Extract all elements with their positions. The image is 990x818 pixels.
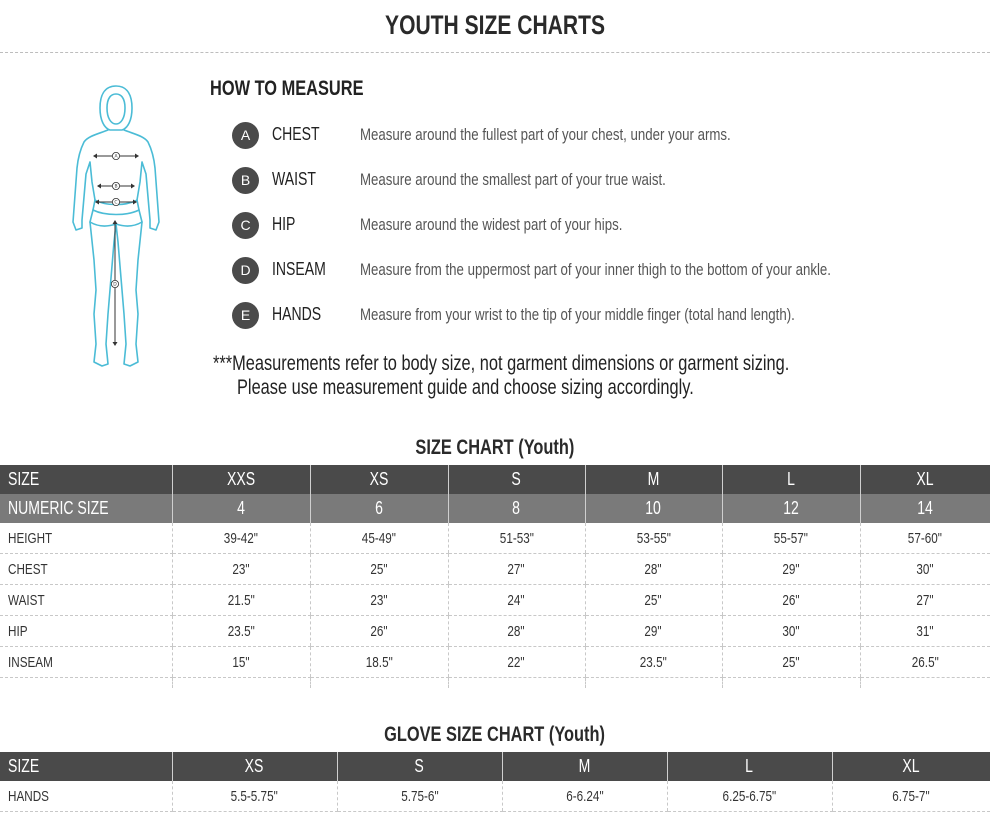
table-row [0,585,990,616]
how-to-measure-heading: HOW TO MEASURE [210,77,364,100]
size-col-header: M [585,465,722,494]
table-cell: 23.5" [585,647,722,678]
glove-col-header: XS [172,752,337,781]
glove-chart-table [0,752,990,812]
table-cell: 29" [585,616,722,647]
numeric-size-cell: 10 [585,494,722,523]
table-row [0,554,990,585]
body-measurement-figure-icon [60,82,172,378]
table-cell: 28" [585,554,722,585]
table-cell: 23" [172,554,310,585]
row-label: WAIST [0,585,172,616]
measurement-note: ***Measurements refer to body size, not garment dimensions or garment sizing. Please use measurement guide and choose sizing accordingly. [213,352,790,399]
table-row [0,781,990,812]
badge-c: C [232,212,259,239]
row-label: HANDS [0,781,172,812]
figure-label-b: B [114,184,118,190]
numeric-size-cell: 4 [172,494,310,523]
table-cell: 23" [310,585,448,616]
badge-a: A [232,122,259,149]
table-cell: 57-60" [860,523,990,554]
size-col-header: XL [860,465,990,494]
row-label: INSEAM [0,647,172,678]
badge-e: E [232,302,259,329]
table-cell: 25" [585,585,722,616]
measure-desc: Measure from the uppermost part of your inner thigh to the bottom of your ankle. [360,260,831,279]
table-cell: 6.25-6.75" [667,781,832,812]
glove-col-header: S [337,752,502,781]
table-cell: 29" [722,554,860,585]
measure-desc: Measure from your wrist to the tip of your middle finger (total hand length). [360,305,795,324]
table-row [0,616,990,647]
numeric-size-cell: 8 [448,494,585,523]
measure-name: CHEST [272,124,320,144]
table-row [0,647,990,678]
numeric-size-cell: 12 [722,494,860,523]
table-cell: 23.5" [172,616,310,647]
numeric-size-cell: 14 [860,494,990,523]
figure-label-d: D [113,282,117,288]
table-cell: 5.5-5.75" [172,781,337,812]
size-col-header: XXS [172,465,310,494]
size-header-row [0,465,990,494]
measure-item-hip [232,212,932,240]
page-title: YOUTH SIZE CHARTS [385,10,605,40]
table-cell: 24" [448,585,585,616]
table-cell: 27" [860,585,990,616]
table-cell: 15" [172,647,310,678]
measure-item-hands [232,302,932,330]
measure-item-chest [232,122,932,150]
table-cell: 26" [722,585,860,616]
table-cell: 27" [448,554,585,585]
size-col-header: S [448,465,585,494]
table-cell: 25" [722,647,860,678]
measure-name: INSEAM [272,259,326,279]
table-row [0,523,990,554]
table-cell: 53-55" [585,523,722,554]
row-label: CHEST [0,554,172,585]
numeric-size-cell: 6 [310,494,448,523]
table-cell: 22" [448,647,585,678]
table-cell: 28" [448,616,585,647]
size-chart-table [0,465,990,688]
measure-name: HIP [272,214,296,234]
table-cell: 26.5" [860,647,990,678]
numeric-size-label: NUMERIC SIZE [0,494,172,523]
figure-label-a: A [114,154,118,160]
measure-name: WAIST [272,169,316,189]
table-cell: 5.75-6" [337,781,502,812]
glove-chart-title: GLOVE SIZE CHART (Youth) [384,723,606,746]
table-cell: 6.75-7" [832,781,990,812]
measure-desc: Measure around the widest part of your hips. [360,215,623,234]
badge-d: D [232,257,259,284]
size-col-header: L [722,465,860,494]
table-cell: 25" [310,554,448,585]
figure-label-c: C [114,200,118,206]
table-cell: 45-49" [310,523,448,554]
divider [0,52,990,53]
glove-header-row [0,752,990,781]
glove-header-label: SIZE [0,752,172,781]
table-cell: 51-53" [448,523,585,554]
table-cell: 30" [860,554,990,585]
measure-desc: Measure around the smallest part of your true waist. [360,170,666,189]
row-label: HIP [0,616,172,647]
table-cell: 31" [860,616,990,647]
table-cell: 30" [722,616,860,647]
glove-col-header: M [502,752,667,781]
table-cell: 21.5" [172,585,310,616]
measure-item-waist [232,167,932,195]
table-cell: 6-6.24" [502,781,667,812]
table-cell: 18.5" [310,647,448,678]
table-cell: 39-42" [172,523,310,554]
table-spacer [0,678,990,689]
glove-col-header: XL [832,752,990,781]
row-label: HEIGHT [0,523,172,554]
table-cell: 55-57" [722,523,860,554]
measure-name: HANDS [272,304,322,324]
measure-item-inseam [232,257,932,285]
glove-col-header: L [667,752,832,781]
badge-b: B [232,167,259,194]
size-col-header: XS [310,465,448,494]
table-cell: 26" [310,616,448,647]
size-header-label: SIZE [0,465,172,494]
numeric-size-row [0,494,990,523]
size-chart-title: SIZE CHART (Youth) [415,436,575,459]
measure-desc: Measure around the fullest part of your chest, under your arms. [360,125,731,144]
